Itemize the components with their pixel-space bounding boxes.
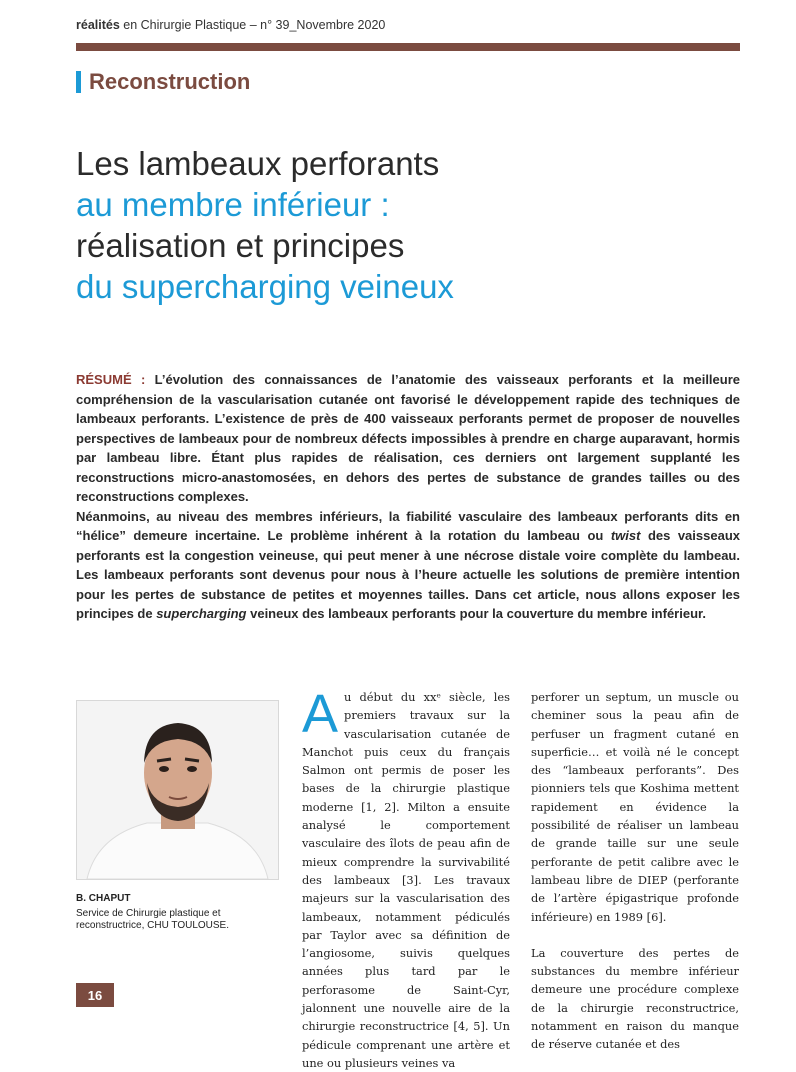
body-paragraph-3: La couverture des pertes de substances du membre inférieur demeure une procédure complexe de la chirurgie reconstructrice, notamment en raison du manque de réserve cutanée et des (531, 945, 739, 1052)
author-photo (76, 700, 279, 880)
abstract-paragraph-2 (76, 507, 740, 624)
supercharging-term: supercharging (156, 606, 247, 621)
title-line-2: au membre inférieur : (76, 186, 390, 223)
page-number: 16 (76, 983, 114, 1007)
body-column-2 (531, 688, 739, 1054)
journal-header (76, 18, 740, 32)
abstract-text-1: L’évolution des connaissances de l’anatomie des vaisseaux perforants et la meilleure compréhension de la vascularisation cutanée ont favorisé le développement rapide des techniques de lambeaux perforants. L’existence de près de 400 vaisseaux perforants permet de proposer de nouvelles perspectives de lambeaux pour de nombreux défects impossibles à prendre en charge auparavant, hormis par lambeau libre. Étant plus rapides de réalisation, ces derniers ont largement supplanté les reconstructions micro-anastomosées, en dehors des pertes de substance de grandes tailles ou des reconstructions complexes. (76, 372, 741, 504)
abstract-text-2a: Néanmoins, au niveau des membres inférieurs, la fiabilité vasculaire des lambeaux perforants dits en “hélice” demeure incertaine. Le problème inhérent à la rotation du lambeau ou (76, 508, 740, 543)
author-affiliation: Service de Chirurgie plastique et reconstructrice, CHU TOULOUSE. (76, 908, 230, 931)
abstract-paragraph-1 (76, 370, 740, 507)
resume-label: RÉSUMÉ : (76, 372, 146, 387)
body-column-1 (302, 684, 510, 1072)
abstract-text-2b: des vaisseaux perforants est la congestion veineuse, qui peut mener à une nécrose distale voire complète du lambeau. Les lambeaux perforants sont devenus pour nous à l’heure actuelle les solutions de première intention pour les pertes de substance de petites et moyennes tailles. Dans cet article, nous allons exposer les principes de (76, 528, 740, 621)
journal-issue: en Chirurgie Plastique – n° 39_Novembre 2020 (119, 18, 386, 32)
rubric-label: Reconstruction (89, 69, 251, 94)
paragraph-gap (531, 926, 739, 944)
drop-cap: A (302, 684, 339, 744)
body-paragraph-2: perforer un septum, un muscle ou cheminer sous la peau afin de perfuser un fragment cutané en superficie… et voilà né le concept des “lambeaux perforants”. Des pionniers tels que Koshima mettent rapidement en évidence la possibilité de réaliser un lambeau de grande taille sur une seule perforante de petit calibre avec le lambeau libre de DIEP (perforante de l’artère épigastrique profonde inférieure) en 1989 [6]. (531, 690, 739, 924)
title-line-4: du supercharging veineux (76, 268, 454, 305)
article-title (76, 143, 736, 307)
author-name: B. CHAPUT (76, 893, 131, 904)
title-line-1: Les lambeaux perforants (76, 145, 440, 182)
abstract (76, 370, 740, 624)
author-block (76, 893, 286, 932)
title-line-3: réalisation et principes (76, 227, 405, 264)
rubric (76, 68, 250, 96)
rubric-bar (76, 71, 81, 93)
body-paragraph-1 (302, 684, 510, 1072)
abstract-text-2c: veineux des lambeaux perforants pour la couverture du membre inférieur. (246, 606, 706, 621)
body-text-1: u début du xxᵉ siècle, les premiers travaux sur la vascularisation cutanée de Manchot puis ceux du français Salmon ont permis de poser les bases de la chirurgie plastique moderne [1, 2]. Milton a ensuite analysé le comportement vasculaire des îlots de peau afin de mieux comprendre la survivabilité des lambeaux [3]. Les travaux majeurs sur la vascularisation des lambeaux, notamment pédiculés par Taylor avec sa définition de l’angiosome, suivis quelques années plus tard par le perforasome de Saint-Cyr, jalonnent une nouvelle aire de la chirurgie reconstructrice [4, 5]. Un pédicule comprenant une artère et une ou plusieurs veines va (302, 690, 510, 1070)
header-rule (76, 43, 740, 51)
author-portrait (77, 701, 278, 879)
twist-term: twist (610, 528, 641, 543)
journal-name: réalités (76, 18, 120, 32)
